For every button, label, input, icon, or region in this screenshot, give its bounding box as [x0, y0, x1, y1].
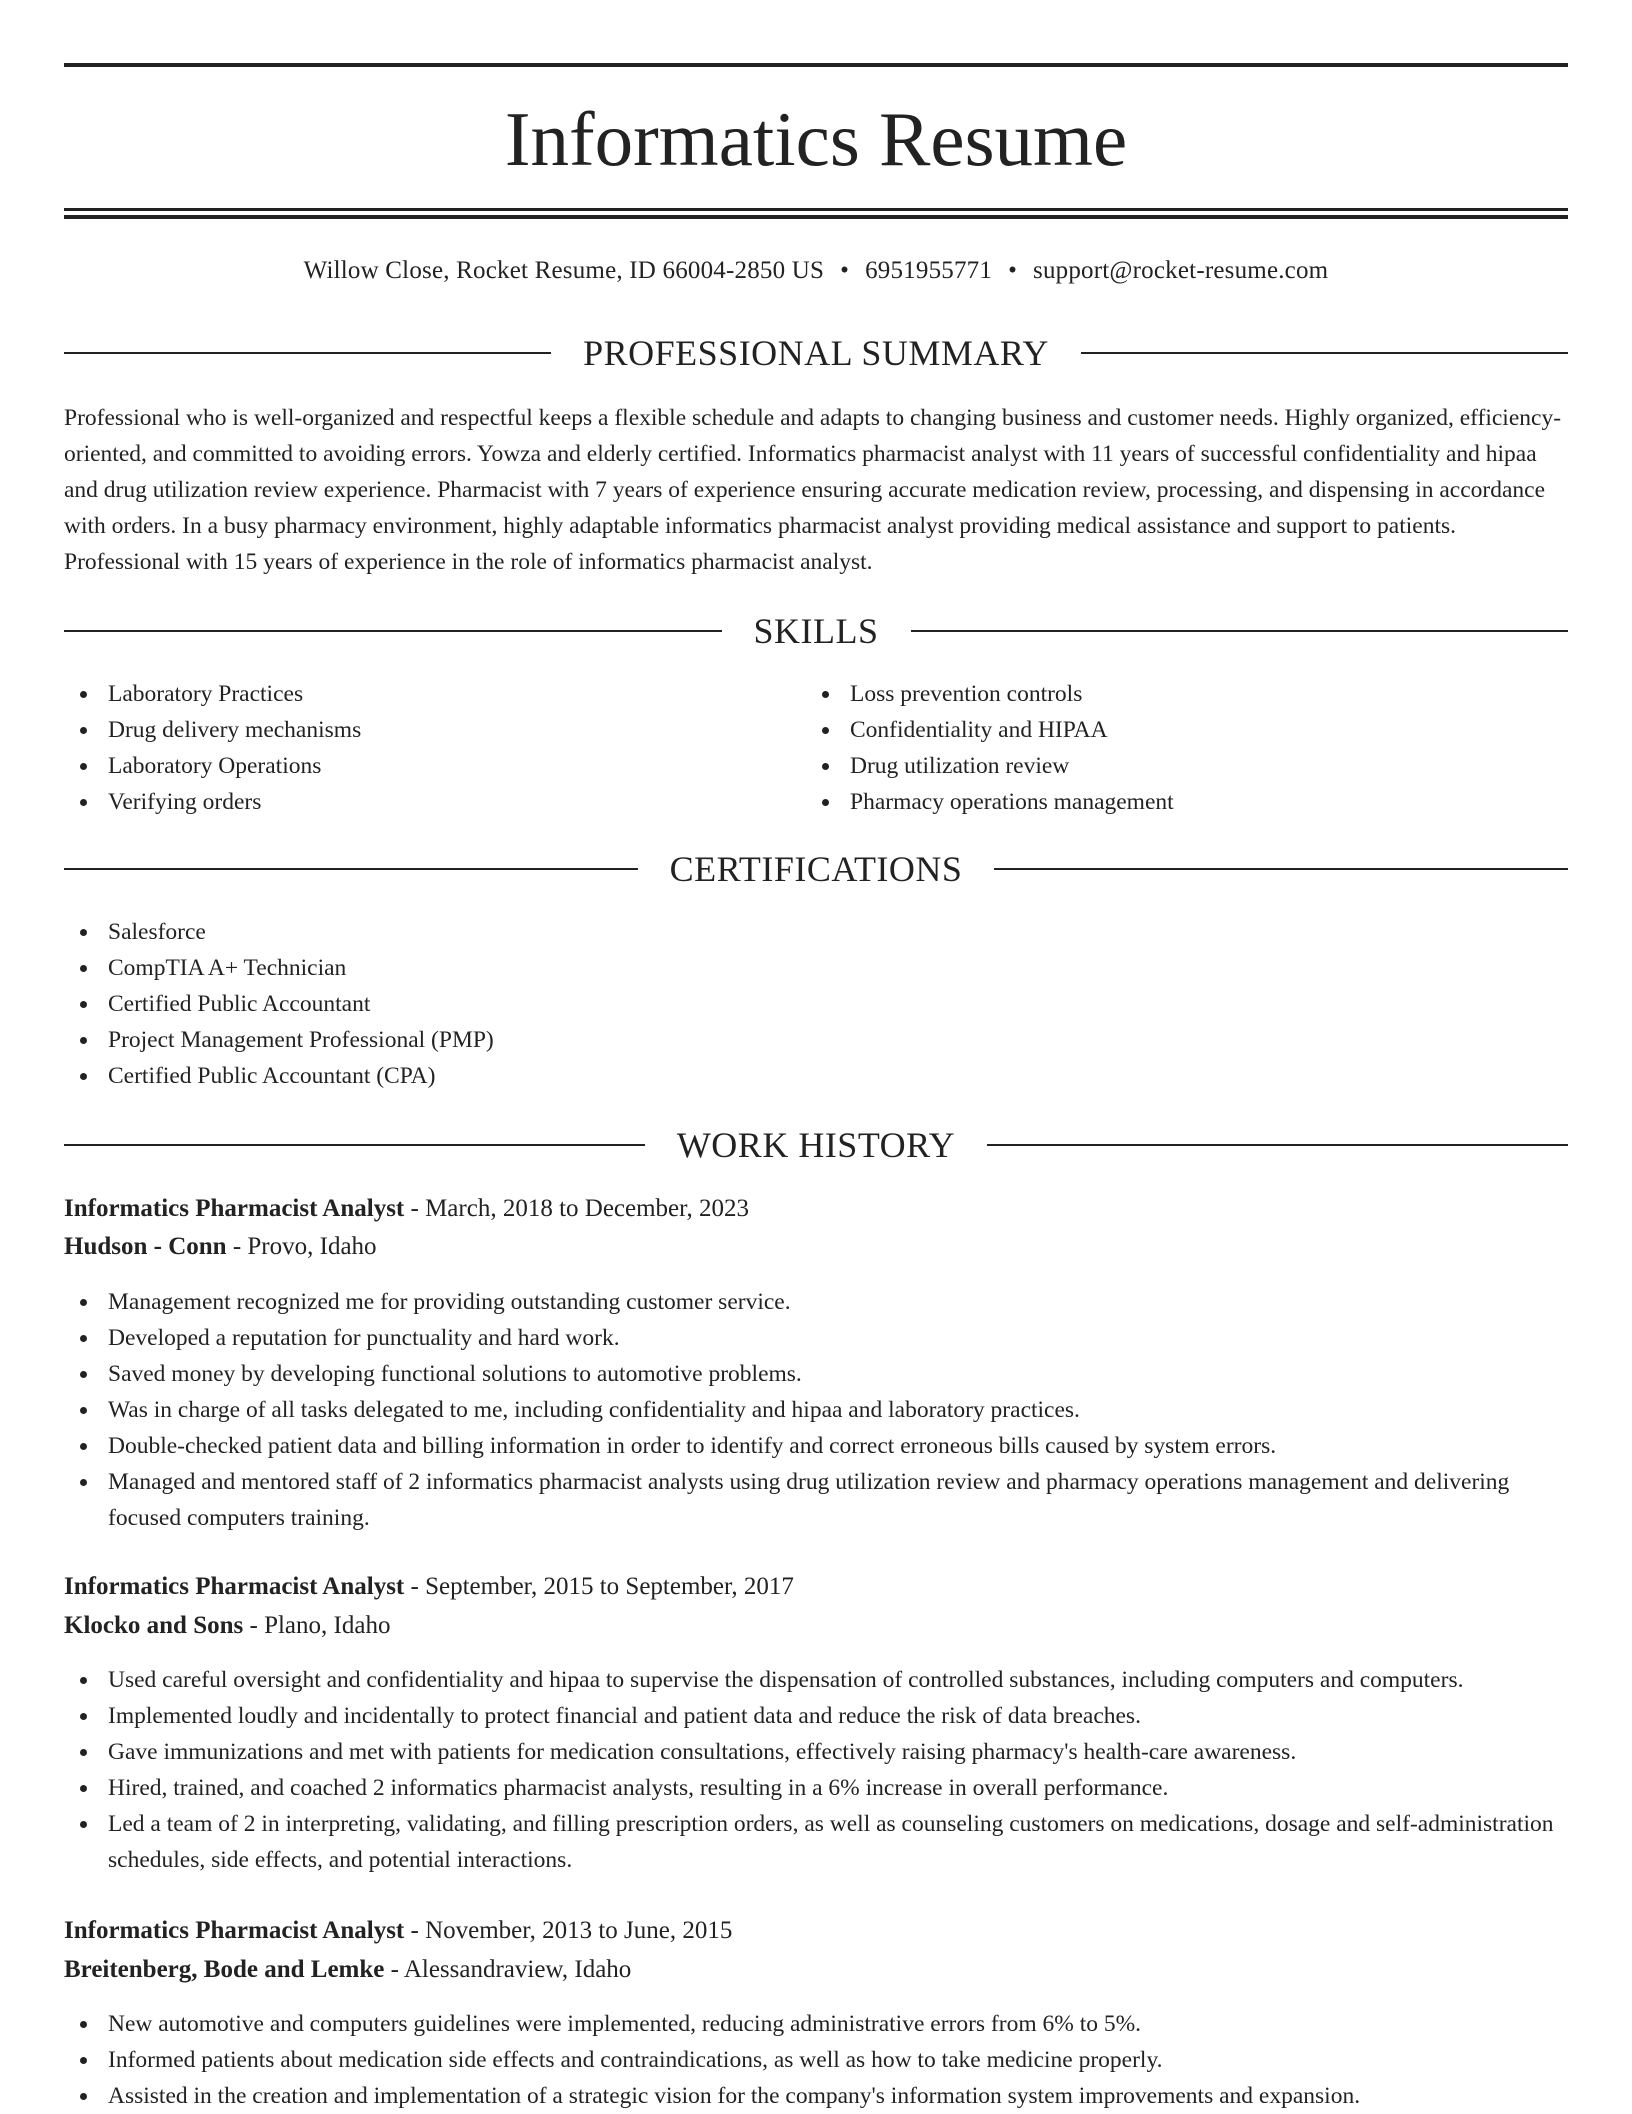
section-title: WORK HISTORY	[676, 1125, 956, 1165]
bullet-icon	[80, 1407, 87, 1414]
job-title-line	[64, 1568, 1568, 1606]
job-duty-item	[64, 2006, 1568, 2042]
bullet-icon	[80, 1749, 87, 1756]
section-heading-skills	[64, 608, 1568, 654]
section-title: SKILLS	[753, 611, 879, 651]
section-heading-summary	[64, 330, 1568, 376]
section-heading-certifications	[64, 846, 1568, 892]
bullet-icon	[80, 1713, 87, 1720]
bullet-icon	[80, 2021, 87, 2028]
contact-address: Willow Close, Rocket Resume, ID 66004-2850 US	[303, 257, 825, 284]
job-duty-text: Developed a reputation for punctuality and hard work.	[108, 1325, 620, 1351]
job-location: - Alessandraview, Idaho	[384, 1956, 632, 1983]
divider-line	[994, 868, 1568, 870]
contact-line	[64, 253, 1568, 289]
job-duty-item	[64, 2042, 1568, 2078]
skill-item	[64, 676, 804, 712]
header-bottom-rule	[64, 208, 1568, 211]
job-duty-text: Used careful oversight and confidentiality and hipaa to supervise the dispensation of controlled substances, including computers and computers.	[108, 1667, 1464, 1693]
contact-separator: •	[1008, 257, 1018, 284]
bullet-icon	[80, 1479, 87, 1486]
summary-text: Professional who is well-organized and respectful keeps a flexible schedule and adapts to changing business and customer needs. Highly organized, efficiency-oriented, and committed to avoiding errors. Yowza and elderly certified. Informatics pharmacist analyst with 11 years of successful confidentiality and hipaa and drug utilization review experience. Pharmacist with 7 years of experience ensuring accurate medication review, processing, and dispensing in accordance with orders. In a busy pharmacy environment, highly adaptable informatics pharmacist analyst providing medical assistance and support to patients. Professional with 15 years of experience in the role of informatics pharmacist analyst.	[64, 405, 1562, 575]
certification-item	[64, 950, 1568, 986]
skills-list-right	[806, 676, 1566, 820]
job-duty-text: Saved money by developing functional solutions to automotive problems.	[108, 1361, 802, 1387]
job-duty-item	[64, 1320, 1568, 1356]
bullet-icon	[80, 965, 87, 972]
job-title: Informatics Pharmacist Analyst	[64, 1573, 405, 1600]
skill-label: Confidentiality and HIPAA	[850, 717, 1108, 743]
skills-list-left	[64, 676, 804, 820]
job-duty-text: Gave immunizations and met with patients for medication consultations, effectively raising pharmacy's health-care awareness.	[108, 1739, 1297, 1765]
skill-item	[806, 712, 1566, 748]
bullet-icon	[80, 1371, 87, 1378]
skill-label: Drug delivery mechanisms	[108, 717, 362, 743]
resume-title: Informatics Resume	[504, 96, 1128, 182]
job-title: Informatics Pharmacist Analyst	[64, 1195, 405, 1222]
bullet-icon	[80, 1821, 87, 1828]
certification-item	[64, 914, 1568, 950]
skill-label: Drug utilization review	[850, 753, 1070, 779]
certification-label: Certified Public Accountant (CPA)	[108, 1063, 436, 1089]
bullet-icon	[80, 1001, 87, 1008]
skill-label: Pharmacy operations management	[850, 789, 1174, 815]
header-bottom-rule-thick	[64, 215, 1568, 219]
job-dates: - November, 2013 to June, 2015	[404, 1917, 733, 1944]
job-duty-text: Was in charge of all tasks delegated to me, including confidentiality and hipaa and laboratory practices.	[108, 1397, 1080, 1423]
job-company-line	[64, 1607, 1568, 1645]
job-duties-list	[64, 1284, 1568, 1536]
certification-item	[64, 986, 1568, 1022]
bullet-icon	[822, 799, 829, 806]
divider-line	[64, 868, 638, 870]
skill-item	[806, 748, 1566, 784]
job-duty-text: Hired, trained, and coached 2 informatics pharmacist analysts, resulting in a 6% increase in overall performance.	[108, 1775, 1169, 1801]
job-title: Informatics Pharmacist Analyst	[64, 1917, 405, 1944]
bullet-icon	[80, 727, 87, 734]
header-top-rule	[64, 63, 1568, 67]
skill-label: Loss prevention controls	[850, 681, 1083, 707]
contact-separator: •	[840, 257, 850, 284]
job-duty-text: Assisted in the creation and implementation of a strategic vision for the company's information system improvements and expansion.	[108, 2083, 1361, 2109]
divider-line	[911, 630, 1569, 632]
job-duty-text: Double-checked patient data and billing information in order to identify and correct erroneous bills caused by system errors.	[108, 1433, 1277, 1459]
section-title: PROFESSIONAL SUMMARY	[583, 333, 1049, 373]
skill-label: Laboratory Practices	[108, 681, 304, 707]
bullet-icon	[80, 1299, 87, 1306]
job-duty-item	[64, 1392, 1568, 1428]
job-dates: - September, 2015 to September, 2017	[404, 1573, 794, 1600]
job-duty-item	[64, 1806, 1568, 1878]
certification-item	[64, 1022, 1568, 1058]
certifications-list	[64, 914, 1568, 1094]
skill-item	[64, 712, 804, 748]
job-dates: - March, 2018 to December, 2023	[404, 1195, 749, 1222]
job-title-line	[64, 1912, 1568, 1950]
certification-label: Salesforce	[108, 919, 206, 945]
skill-label: Verifying orders	[108, 789, 262, 815]
contact-phone: 6951955771	[865, 257, 993, 284]
certification-label: CompTIA A+ Technician	[108, 955, 347, 981]
job-duty-text: Informed patients about medication side effects and contraindications, as well as how to take medicine properly.	[108, 2047, 1163, 2073]
bullet-icon	[822, 727, 829, 734]
job-duty-text: Led a team of 2 in interpreting, validating, and filling prescription orders, as well as counseling customers on medications, dosage and self-administration schedules, side effects, and potential interactions.	[108, 1811, 1554, 1873]
job-company: Klocko and Sons	[64, 1612, 244, 1639]
bullet-icon	[80, 763, 87, 770]
job-duty-item	[64, 1662, 1568, 1698]
job-duty-item	[64, 1464, 1568, 1536]
job-duty-item	[64, 1356, 1568, 1392]
job-duty-item	[64, 1770, 1568, 1806]
bullet-icon	[80, 929, 87, 936]
skill-item	[806, 784, 1566, 820]
job-location: - Provo, Idaho	[226, 1233, 377, 1260]
job-company: Breitenberg, Bode and Lemke	[64, 1956, 385, 1983]
job-duty-text: Implemented loudly and incidentally to protect financial and patient data and reduce the risk of data breaches.	[108, 1703, 1141, 1729]
certification-label: Certified Public Accountant	[108, 991, 371, 1017]
divider-line	[64, 1144, 645, 1146]
bullet-icon	[822, 691, 829, 698]
section-title: CERTIFICATIONS	[669, 849, 963, 889]
job-duty-item	[64, 1698, 1568, 1734]
job-duty-text: Managed and mentored staff of 2 informatics pharmacist analysts using drug utilization review and pharmacy operations management and delivering focused computers training.	[108, 1469, 1510, 1531]
job-duty-item	[64, 1734, 1568, 1770]
job-title-line	[64, 1190, 1568, 1228]
skill-item	[806, 676, 1566, 712]
divider-line	[987, 1144, 1568, 1146]
certification-label: Project Management Professional (PMP)	[108, 1027, 494, 1053]
bullet-icon	[822, 763, 829, 770]
job-duty-text: Management recognized me for providing outstanding customer service.	[108, 1289, 791, 1315]
contact-email: support@rocket-resume.com	[1033, 257, 1329, 284]
job-duties-list	[64, 2006, 1568, 2114]
job-duty-text: New automotive and computers guidelines were implemented, reducing administrative errors from 6% to 5%.	[108, 2011, 1142, 2037]
skill-item	[64, 748, 804, 784]
job-duty-item	[64, 2078, 1568, 2114]
bullet-icon	[80, 1335, 87, 1342]
job-company-line	[64, 1228, 1568, 1266]
bullet-icon	[80, 2057, 87, 2064]
certification-item	[64, 1058, 1568, 1094]
bullet-icon	[80, 1785, 87, 1792]
section-heading-work-history	[64, 1122, 1568, 1168]
bullet-icon	[80, 691, 87, 698]
job-duty-item	[64, 1428, 1568, 1464]
divider-line	[64, 630, 722, 632]
job-duties-list	[64, 1662, 1568, 1878]
skill-item	[64, 784, 804, 820]
bullet-icon	[80, 2093, 87, 2100]
bullet-icon	[80, 1443, 87, 1450]
bullet-icon	[80, 1073, 87, 1080]
job-duty-item	[64, 1284, 1568, 1320]
bullet-icon	[80, 1037, 87, 1044]
job-company-line	[64, 1951, 1568, 1989]
bullet-icon	[80, 1677, 87, 1684]
divider-line	[64, 352, 551, 354]
job-location: - Plano, Idaho	[243, 1612, 391, 1639]
bullet-icon	[80, 799, 87, 806]
job-company: Hudson - Conn	[64, 1233, 227, 1260]
skill-label: Laboratory Operations	[108, 753, 322, 779]
divider-line	[1081, 352, 1568, 354]
